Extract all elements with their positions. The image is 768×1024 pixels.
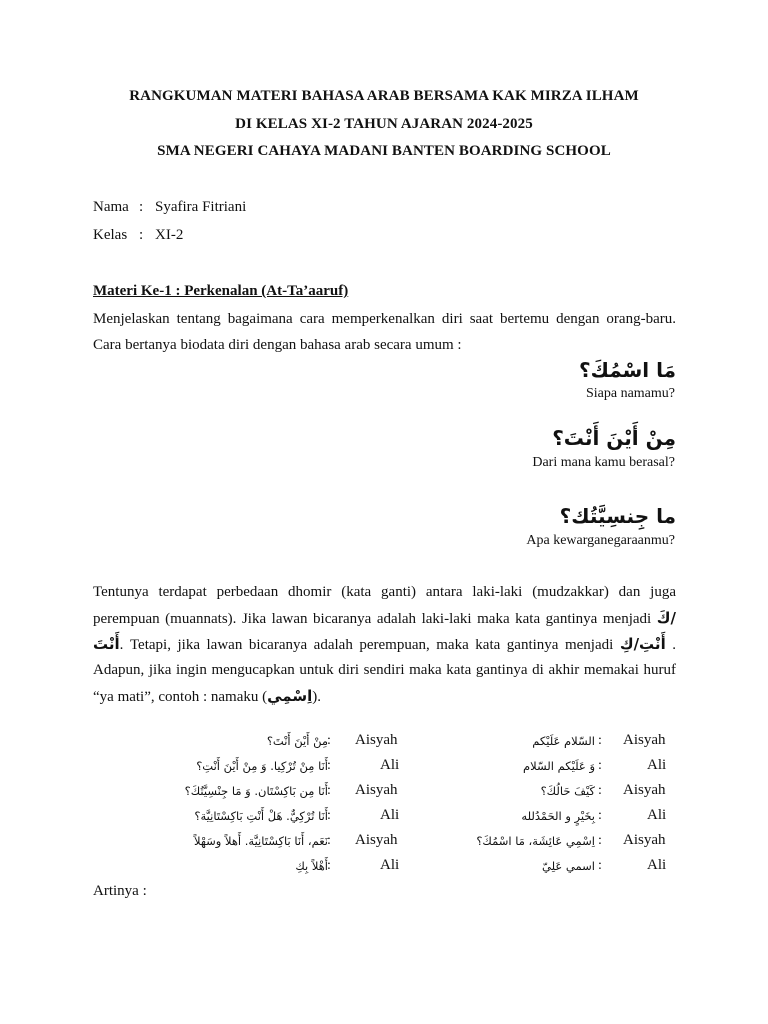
dialog-right-arabic: السّلام عَلَيْكم xyxy=(532,734,595,748)
dialog-left-name: Aisyah xyxy=(355,832,398,848)
dialog-right-name: Aisyah xyxy=(623,732,666,748)
class-label: Kelas xyxy=(93,227,128,243)
dialog-row xyxy=(93,730,676,755)
document-title-line-2: DI KELAS XI-2 TAHUN AJARAN 2024-2025 xyxy=(235,116,533,132)
dialog-right-arabic: اِسْمِي عَائِشَة، مَا اسْمُكَ؟ xyxy=(476,834,595,848)
pronoun-line-3-arabic-end: أَنْتِ/كِ xyxy=(619,635,666,653)
dialog-left-colon: : xyxy=(327,858,331,873)
student-name-row xyxy=(93,199,246,216)
lesson-heading: Materi Ke-1 : Perkenalan (At-Ta’aaruf) xyxy=(93,283,349,299)
question-3-arabic: ما جِنسِيَّتُك؟ xyxy=(559,504,676,528)
dialog-right-name: Ali xyxy=(647,807,667,823)
question-2-arabic: مِنْ أَيْنَ أَنْتَ؟ xyxy=(552,426,676,450)
dialog-left-name: Aisyah xyxy=(355,782,398,798)
dialog-right-colon: : xyxy=(598,808,602,823)
pronoun-line-5-arabic: اِسْمِي xyxy=(267,687,313,705)
document-title-line-3: SMA NEGERI CAHAYA MADANI BANTEN BOARDING SCHOOL xyxy=(157,143,611,159)
dialog-right-colon: : xyxy=(598,833,602,848)
dialog-left-colon: : xyxy=(327,758,331,773)
lesson-intro xyxy=(93,306,676,358)
dialog-right-colon: : xyxy=(598,733,602,748)
dialog-row xyxy=(93,755,676,780)
dialog-left-arabic: أَنَا مِن بَاكِسْتَان. وَ مَا جِنْسِيَّتُكَ؟ xyxy=(184,784,328,798)
dialog-right-name: Ali xyxy=(647,757,667,773)
question-1-translation: Siapa namamu? xyxy=(585,386,675,401)
dialog-right-arabic: كَيْفَ حَالُكَ؟ xyxy=(540,784,595,798)
class-value: XI-2 xyxy=(155,227,184,243)
pronoun-line-2-text: perempuan (muannats). Jika lawan bicaranya adalah laki-laki maka kata gantinya menjadi xyxy=(93,611,657,627)
dialog-left-arabic: أَنَا تُرْكِيٌّ. هَلْ أَنْتِ بَاكِسْتَانِيَّة؟ xyxy=(194,809,328,823)
intro-line-1: Menjelaskan tentang bagaimana cara memperkenalkan diri saat bertemu dengan orang-baru. xyxy=(93,311,676,327)
student-class-row xyxy=(93,227,183,244)
artinya-label: Artinya : xyxy=(93,883,147,899)
question-1-arabic: مَا اسْمُكَ؟ xyxy=(578,358,676,382)
dialog-left-name: Aisyah xyxy=(355,732,398,748)
pronoun-line-3-arabic-start: أَنْتَ xyxy=(93,635,120,653)
pronoun-line-5-text: “ya mati”, contoh : namaku ( xyxy=(93,689,268,705)
name-separator: : xyxy=(139,199,144,215)
pronoun-line-1: Tentunya terdapat perbedaan dhomir (kata ganti) antara laki-laki (mudzakkar) dan juga xyxy=(93,584,676,600)
pronoun-line-3-text: . Tetapi, jika lawan bicaranya adalah perempuan, maka kata gantinya menjadi xyxy=(119,637,620,653)
name-label: Nama xyxy=(93,199,129,215)
dialog-left-arabic: مِنْ أَيْنَ أَنْتَ؟ xyxy=(266,734,328,748)
question-2-translation: Dari mana kamu berasal? xyxy=(532,455,675,470)
dialog-left-colon: : xyxy=(327,733,331,748)
pronoun-line-5-tail: ). xyxy=(312,689,321,705)
dialog-right-arabic: بِخَيْرٍ و الحَمْدُلله xyxy=(521,809,595,823)
dialog-right-arabic: اسمي عَلِيّ xyxy=(542,859,595,873)
intro-line-2: Cara bertanya biodata diri dengan bahasa arab secara umum : xyxy=(93,337,462,353)
dialog-left-colon: : xyxy=(327,808,331,823)
dialog-row xyxy=(93,830,676,855)
dialog-right-colon: : xyxy=(598,758,602,773)
dialog-row xyxy=(93,855,676,880)
pronoun-line-5 xyxy=(93,683,676,709)
class-separator: : xyxy=(139,227,144,243)
dialog-left-arabic: نَعَم، أَنَا بَاكِسْتَانِيَّة. أَهلاً وسَهْلاً xyxy=(193,834,328,848)
pronoun-paragraph xyxy=(93,579,676,709)
dialog-left-colon: : xyxy=(327,783,331,798)
pronoun-line-2-arabic: كَ/ xyxy=(656,609,676,627)
pronoun-line-3-tail: . xyxy=(665,637,676,653)
dialog-right-arabic: وَ عَلَيْكم السّلام xyxy=(523,759,595,773)
dialog-left-name: Ali xyxy=(380,857,400,873)
dialog-right-name: Aisyah xyxy=(623,832,666,848)
dialog-right-colon: : xyxy=(598,783,602,798)
question-3-translation: Apa kewarganegaraanmu? xyxy=(526,533,675,548)
dialog-right-name: Aisyah xyxy=(623,782,666,798)
pronoun-line-2 xyxy=(93,605,676,631)
dialog-left-arabic: أَهْلاً بِكِ xyxy=(295,859,328,873)
dialog-right-colon: : xyxy=(598,858,602,873)
dialog-right-name: Ali xyxy=(647,857,667,873)
dialog-left-name: Ali xyxy=(380,757,400,773)
dialog-row xyxy=(93,780,676,805)
document-title-line-1: RANGKUMAN MATERI BAHASA ARAB BERSAMA KAK MIRZA ILHAM xyxy=(129,88,639,104)
pronoun-line-3 xyxy=(93,631,676,657)
dialog-row xyxy=(93,805,676,830)
dialog-left-arabic: أَنَا مِنْ تُرْكِيا. وَ مِنْ أَيْنَ أَنْتِ؟ xyxy=(196,759,328,773)
dialog-left-colon: : xyxy=(327,833,331,848)
dialog-table xyxy=(93,730,676,880)
dialog-left-name: Ali xyxy=(380,807,400,823)
name-value: Syafira Fitriani xyxy=(155,199,247,215)
pronoun-line-4: Adapun, jika ingin mengucapkan untuk diri sendiri maka kata gantinya di akhir memakai huruf xyxy=(93,662,676,678)
